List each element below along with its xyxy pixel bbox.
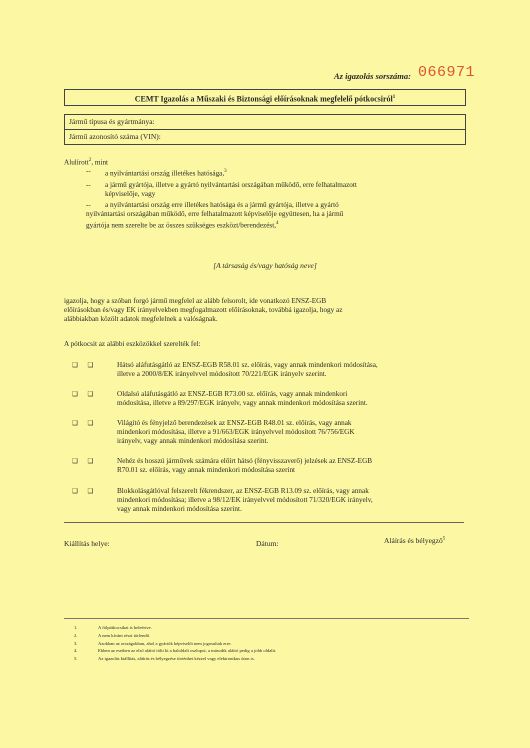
intro-text: Alulírott [64,158,89,167]
signature-divider [64,522,464,523]
certify-line: alábbiakban közölt adatok megfelelnek a valóságnak. [64,315,218,324]
equipment-item [64,390,474,419]
equipment-line: Hátsó aláfutásgátló az ENSZ-EGB R58.01 sz. előírás, vagy annak mindenkori módosítása, [117,361,378,369]
footnotes [74,624,474,672]
signature-footnote-ref: 5 [442,536,446,542]
footnote-text: Az igazolás kiállítás, aláírás és bélyegzése történhet kézzel vagy elektronikus úton is. [98,656,255,662]
footnote-item [74,655,474,663]
footnote-text: Azokban az országokban, ahol a gyártók képviselői nem jogosultak erre. [98,640,232,646]
footnote-item [74,647,474,655]
certification-paragraph [64,297,469,325]
checkbox-pair-icon[interactable]: ❑ ❑ [72,420,98,427]
equipment-intro: A pótkocsit az alábbi eszközökkel szerelték fel: [64,340,201,348]
certify-line: igazolja, hogy a szóban forgó jármű megfelel az alább felsorolt, ide vonatkozó ENSZ-EGB [64,297,327,305]
equipment-item [64,361,474,390]
title-footnote-ref: 1 [392,95,396,100]
footnote-text: A nem kívánt részt törlendő. [98,632,151,638]
checkbox-pair-icon[interactable]: ❑ ❑ [72,362,98,369]
equipment-line: mindenkori módosítása; illetve a 98/12/EK irányelvvel módosított 71/320/EGK irányelv, [117,496,373,505]
footnote-number: 5. [74,656,78,662]
role-item [88,201,468,231]
vehicle-type-field[interactable]: Jármű típusa és gyártmánya: [65,115,465,130]
footnote-item [74,624,474,632]
certify-line: előírásokban és/vagy EK irányelvekben megfogalmazott előírásoknak, továbbá igazolja, hogy az [64,306,343,315]
authority-name-placeholder: [A társaság és/vagy hatóság neve] [213,261,317,270]
equipment-line: R70.01 sz. előírás, vagy annak mindenkori módosítása szerint [117,466,296,475]
title-text: CEMT Igazolás a Műszaki és Biztonsági előírásoknak megfelelő pótkocsiról [134,94,393,104]
equipment-line: irányelv, vagy annak mindenkori módosítása szerint. [117,437,269,446]
serial-number: 066971 [417,64,475,81]
footnote-text: Ebben az esetben az első aláíró tölti ki a baloldali oszlopot, a második aláíró pedig a jobb oldalit. [98,648,277,654]
footnote-item [74,640,474,648]
equipment-line: Nehéz és hosszú járművek számára előírt hátsó (fényvisszaverő) jelzések az ENSZ-EGB [117,457,373,465]
role-line: a nyilvántartási ország erre illetékes hatósága és a jármű gyártója, illetve a gyártó [105,201,339,209]
equipment-line: vagy annak mindenkori módosítása szerint. [117,505,242,514]
footnote-number: 4. [74,648,78,654]
role-item [88,167,468,179]
dash-bullet: -- [86,180,91,189]
equipment-line: módosítása, illetve a 89/297/EGK irányelv, vagy annak mindenkori módosítása szerint. [117,399,368,408]
footnote-text: A fölpótkocsikat is beleértve. [98,625,152,630]
signature-label-text: Aláírás és bélyegző [384,536,443,545]
footnote-number: 2. [74,632,78,638]
role-line: a nyilvántartási ország illetékes hatósága, [105,169,225,178]
serial-label: Az igazolás sorszáma: [334,71,411,81]
role-footnote-ref: 3 [224,169,227,174]
intro-line [64,156,108,168]
equipment-list [64,361,474,525]
intro-footnote-ref: 2 [88,158,92,163]
signature-stamp-label[interactable] [384,536,445,545]
intro-tail: , mint [91,158,109,167]
equipment-line: Oldalsó aláfutásgátló az ENSZ-EGB R73.00 sz. előírás, vagy annak mindenkori [117,390,348,398]
date-label[interactable]: Dátum: [256,539,279,548]
role-footnote-ref: 4 [276,221,279,227]
role-line: gyártója nem szerelte be az összes szükséges eszközt/berendezést, [86,221,276,230]
equipment-line: Blokkolásgátlóval felszerelt fékrendszer, az ENSZ-EGB R13.09 sz. előírás, vagy annak [117,487,369,495]
vehicle-form [64,114,466,145]
document-title [64,89,466,106]
equipment-item [64,419,474,457]
vin-field[interactable]: Jármű azonosító száma (VIN): [69,132,161,141]
equipment-item [64,487,474,525]
role-line: nyilvántartási országában működő, erre felhatalmazott képviselője együttesen, ha a jármű [86,210,344,219]
checkbox-pair-icon[interactable]: ❑ ❑ [72,458,98,465]
role-line: képviselője, vagy [105,189,156,198]
dash-bullet: -- [86,201,91,209]
footnote-number: 3. [74,640,78,646]
equipment-line: mindenkori módosítása, illetve a 91/663/EGK irányelvvel módosított 76/756/EGK [117,428,355,437]
issue-place-label[interactable]: Kiállítás helye: [64,539,110,548]
role-item [88,181,468,199]
checkbox-pair-icon[interactable]: ❑ ❑ [72,391,98,398]
role-line: a jármű gyártója, illetve a gyártó nyilvántartási országában működő, erre felhatalmazott [105,180,357,189]
footnote-number: 1. [74,625,78,630]
footnote-item [74,632,474,640]
dash-bullet: -- [86,167,91,175]
equipment-line: Világító és fényjelző berendezések az ENSZ-EGB R48.01 sz. előírás, vagy annak [117,419,352,427]
roles-list [88,167,468,231]
equipment-line: illetve a 2000/8/EK irányelvvel módosított 70/221/EGK irányelv szerint. [117,370,327,379]
footnote-divider [64,618,469,619]
checkbox-pair-icon[interactable]: ❑ ❑ [72,488,98,495]
equipment-item [64,457,474,487]
